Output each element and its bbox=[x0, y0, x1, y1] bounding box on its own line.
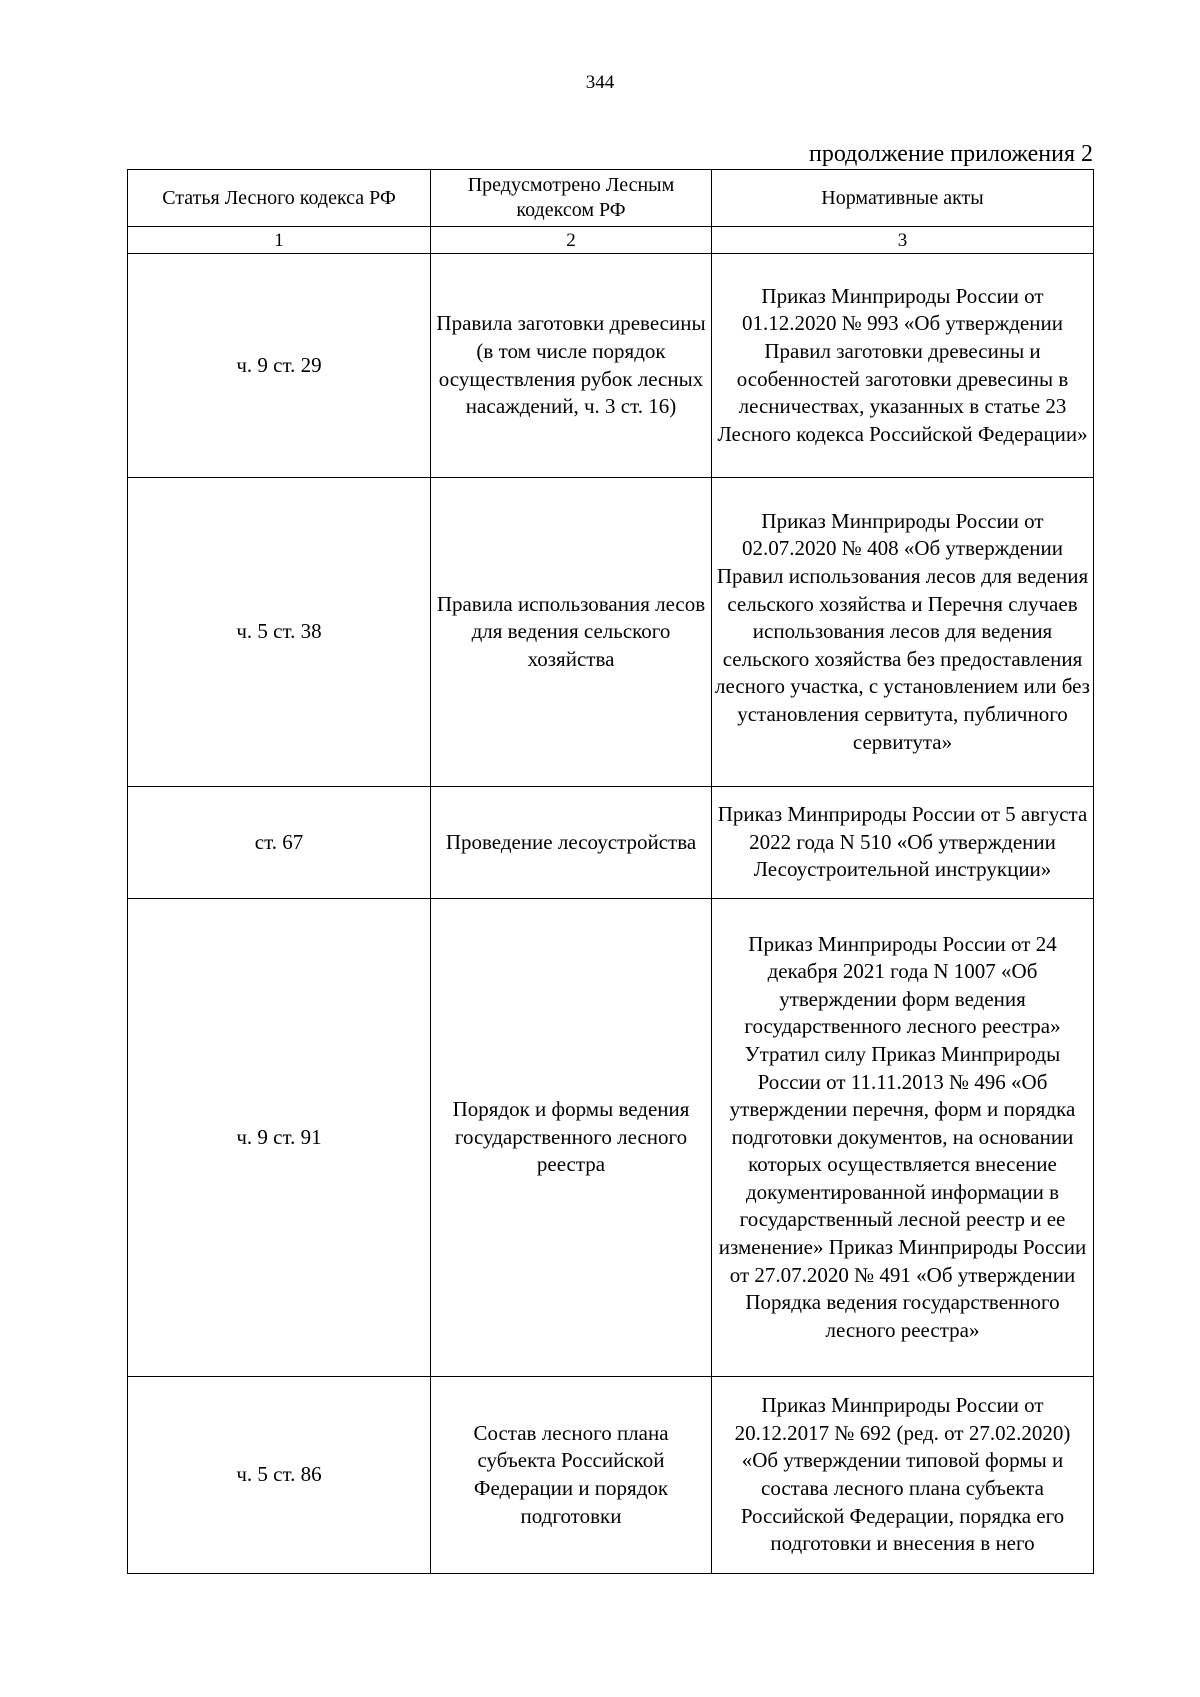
article-cell: ч. 9 ст. 29 bbox=[128, 254, 431, 478]
column-number-2: 2 bbox=[431, 227, 712, 254]
provision-cell: Порядок и формы ведения государственного лесного реестра bbox=[431, 899, 712, 1377]
provision-cell: Правила использования лесов для ведения сельского хозяйства bbox=[431, 478, 712, 787]
table-row bbox=[128, 1377, 1094, 1574]
header-cell-article: Статья Лесного кодекса РФ bbox=[128, 170, 431, 227]
table-header-row bbox=[128, 170, 1094, 227]
provision-cell: Правила заготовки древесины (в том числе порядок осуществления рубок лесных насаждений, ч. 3 ст. 16) bbox=[431, 254, 712, 478]
acts-cell: Приказ Минприроды России от 02.07.2020 № 408 «Об утверждении Правил использования лесов для ведения сельского хозяйства и Перечня случаев использования лесов для ведения сельского хозяйства без предоставления лесного участка, с установлением или без установления сервитута, публичного сервитута» bbox=[712, 478, 1094, 787]
article-cell: ч. 9 ст. 91 bbox=[128, 899, 431, 1377]
article-cell: ч. 5 ст. 86 bbox=[128, 1377, 431, 1574]
appendix-continuation-label: продолжение приложения 2 bbox=[809, 141, 1093, 167]
column-number-row bbox=[128, 227, 1094, 254]
table-row bbox=[128, 787, 1094, 899]
column-number-1: 1 bbox=[128, 227, 431, 254]
table-row bbox=[128, 254, 1094, 478]
acts-cell: Приказ Минприроды России от 24 декабря 2021 года N 1007 «Об утверждении форм ведения государственного лесного реестра» Утратил силу Приказ Минприроды России от 11.11.2013 № 496 «Об утверждении перечня, форм и порядка подготовки документов, на основании которых осуществляется внесение документированной информации в государственный лесной реестр и ее изменение» Приказ Минприроды России от 27.07.2020 № 491 «Об утверждении Порядка ведения государственного лесного реестра» bbox=[712, 899, 1094, 1377]
article-cell: ч. 5 ст. 38 bbox=[128, 478, 431, 787]
acts-cell: Приказ Минприроды России от 5 августа 2022 года N 510 «Об утверждении Лесоустроительной инструкции» bbox=[712, 787, 1094, 899]
table-row bbox=[128, 899, 1094, 1377]
column-number-3: 3 bbox=[712, 227, 1094, 254]
header-cell-acts: Нормативные акты bbox=[712, 170, 1094, 227]
table-row bbox=[128, 478, 1094, 787]
provision-cell: Проведение лесоустройства bbox=[431, 787, 712, 899]
acts-cell: Приказ Минприроды России от 01.12.2020 № 993 «Об утверждении Правил заготовки древесины и особенностей заготовки древесины в лесничествах, указанных в статье 23 Лесного кодекса Российской Федерации» bbox=[712, 254, 1094, 478]
header-cell-provision: Предусмотрено Лесным кодексом РФ bbox=[431, 170, 712, 227]
page-number: 344 bbox=[585, 72, 615, 93]
regulations-table bbox=[127, 169, 1094, 1574]
article-cell: ст. 67 bbox=[128, 787, 431, 899]
provision-cell: Состав лесного плана субъекта Российской Федерации и порядок подготовки bbox=[431, 1377, 712, 1574]
acts-cell: Приказ Минприроды России от 20.12.2017 № 692 (ред. от 27.02.2020) «Об утверждении типовой формы и состава лесного плана субъекта Российской Федерации, порядка его подготовки и внесения в него bbox=[712, 1377, 1094, 1574]
